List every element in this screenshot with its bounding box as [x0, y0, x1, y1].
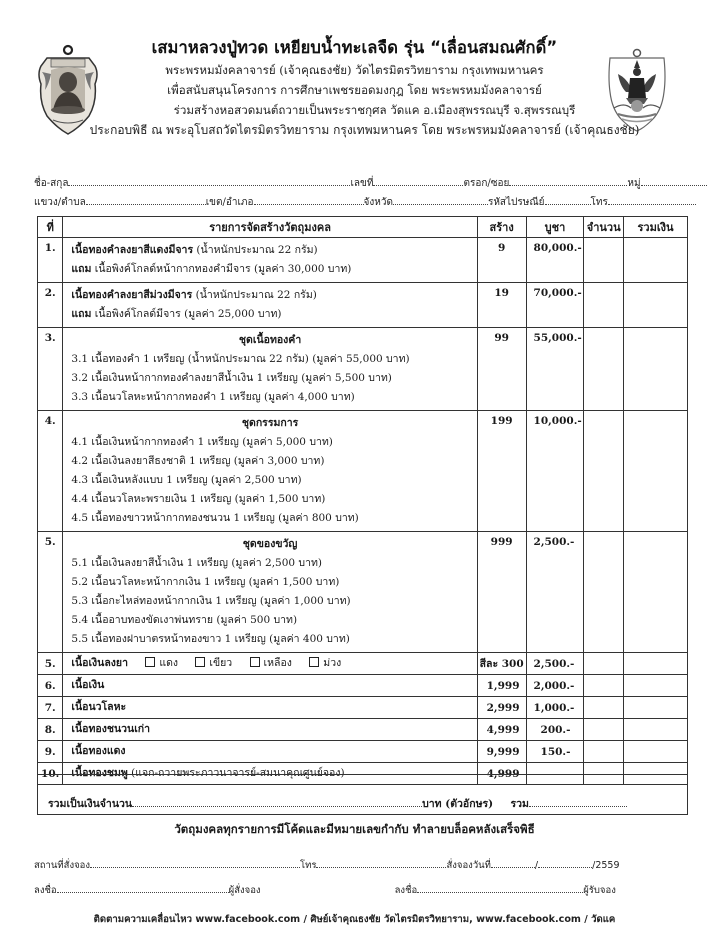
district-label: เขต/อำเภอ [205, 197, 254, 208]
name-label: ชื่อ-สกุล [34, 178, 69, 189]
item-note: (แจก-ถวายพระภาวนาจารย์-สมนาคุณศูนย์จอง) [127, 766, 345, 779]
option-yellow-label: เหลือง [263, 656, 292, 669]
option-purple-label: ม่วง [323, 656, 342, 669]
header-line-4: ร่วมสร้างหอสวดมนต์ถวายเป็นพระราชกุศล วัดแค อ.เมืองสุพรรณบุรี จ.สุพรรณบุรี [173, 103, 576, 117]
postcode-label: รหัสไปรษณีย์ [487, 197, 545, 208]
made-count: 999 [477, 532, 526, 653]
orderer-signature-field[interactable] [57, 884, 229, 893]
made-count: 199 [477, 411, 526, 532]
item-weight: (น้ำหนักประมาณ 22 กรัม) [192, 289, 317, 301]
qty-cell[interactable] [584, 741, 624, 763]
option-green-label: เขียว [209, 656, 233, 669]
row-no: 8. [38, 719, 63, 741]
house-no-label: เลขที่ [350, 178, 374, 189]
total-cell[interactable] [624, 328, 688, 411]
order-day-field[interactable] [491, 859, 535, 868]
checkbox-yellow[interactable] [250, 657, 260, 667]
qty-cell[interactable] [584, 328, 624, 411]
option-red-label: แดง [159, 656, 179, 669]
set-item: 3.3 เนื้อนวโลหะหน้ากากทองคำ 1 เหรียญ (มูลค่า 4,000 บาท) [71, 391, 355, 403]
receiver-label: ผู้รับจอง [583, 885, 616, 896]
made-count: 1,999 [477, 675, 526, 697]
header-line-5: ประกอบพิธี ณ พระอุโบสถวัดไตรมิตรวิทยาราม กรุงเทพมหานคร โดย พระพรหมมังคลาจารย์ (เจ้าคุณธงชัย) [89, 123, 640, 137]
checkbox-green[interactable] [195, 657, 205, 667]
summary-box [37, 774, 688, 815]
set-item: 4.3 เนื้อเงินหลังแบบ 1 เหรียญ (มูลค่า 2,500 บาท) [71, 474, 302, 486]
set-item: 3.1 เนื้อทองคำ 1 เหรียญ (น้ำหนักประมาณ 22 กรัม) (มูลค่า 55,000 บาท) [71, 353, 410, 365]
total-cell[interactable] [624, 238, 688, 283]
set-item: 5.2 เนื้อนวโลหะหน้ากากเงิน 1 เหรียญ (มูลค่า 1,500 บาท) [71, 576, 340, 588]
total-cell[interactable] [624, 283, 688, 328]
row-description [63, 411, 477, 532]
table-row [38, 532, 688, 653]
customer-fields-row-1 [34, 176, 694, 191]
qty-cell[interactable] [584, 653, 624, 675]
row-no: 1. [38, 238, 63, 283]
document-header [0, 36, 709, 140]
phone-label: โทร [300, 860, 317, 871]
made-count: 4,999 [477, 763, 526, 785]
house-no-field[interactable] [373, 176, 463, 186]
alley-label: ตรอก/ซอย [463, 178, 510, 189]
header-line-2: พระพรหมมังคลาจารย์ (เจ้าคุณธงชัย) วัดไตรมิตรวิทยาราม กรุงเทพมหานคร [165, 63, 544, 77]
row-description [63, 653, 477, 675]
total-text-label: รวมเป็นเงินจำนวน [48, 798, 133, 810]
set-item: 5.4 เนื้ออาบทองขัดเงาพ่นทราย (มูลค่า 500 บาท) [71, 614, 298, 626]
village-label: หมู่ [627, 178, 641, 189]
order-fields-row-1 [34, 858, 684, 873]
row-no: 10. [38, 763, 63, 785]
table-header-row [38, 217, 688, 238]
set-item: 3.2 เนื้อเงินหน้ากากทองคำลงยาสีน้ำเงิน 1 เหรียญ (มูลค่า 5,500 บาท) [71, 372, 392, 384]
made-count: 99 [477, 328, 526, 411]
item-title: เนื้อนวโลหะ [63, 697, 477, 719]
col-header-no: ที่ [38, 217, 63, 238]
made-count: สีละ 300 [477, 653, 526, 675]
district-field[interactable] [254, 195, 364, 205]
item-code-note: วัตถุมงคลทุกรายการมีโค้ดและมีหมายเลขกำกับ ทำลายบล็อคหลังเสร็จพิธี [174, 822, 535, 836]
set-item: 5.1 เนื้อเงินลงยาสีน้ำเงิน 1 เหรียญ (มูลค่า 2,500 บาท) [71, 557, 323, 569]
order-month-field[interactable] [538, 859, 592, 868]
price: 150.- [526, 741, 584, 763]
receiver-signature-field[interactable] [417, 884, 583, 893]
qty-cell[interactable] [584, 411, 624, 532]
col-header-qty: จำนวน [584, 217, 624, 238]
price: 10,000.- [526, 411, 584, 532]
made-count: 9 [477, 238, 526, 283]
row-description [63, 532, 477, 653]
total-cell[interactable] [624, 675, 688, 697]
made-count: 19 [477, 283, 526, 328]
province-label: จังหวัด [363, 197, 393, 208]
item-title: เนื้อทองชนวนเก่า [63, 719, 477, 741]
item-title: เนื้อทองคำลงยาสีม่วงมีจาร [71, 289, 193, 301]
price: 1,000.- [526, 697, 584, 719]
place-field[interactable] [90, 859, 300, 868]
col-header-price: บูชา [526, 217, 584, 238]
set-title: ชุดของขวัญ [242, 538, 298, 550]
made-count: 4,999 [477, 719, 526, 741]
table-row [38, 238, 688, 283]
row-no: 7. [38, 697, 63, 719]
set-item: 4.4 เนื้อนวโลหะพรายเงิน 1 เหรียญ (มูลค่า 1,500 บาท) [71, 493, 326, 505]
province-field[interactable] [393, 195, 488, 205]
item-title: เนื้อทองแดง [63, 741, 477, 763]
row-description [63, 238, 477, 283]
sign1-label: ลงชื่อ [34, 885, 57, 896]
table-row [38, 741, 688, 763]
qty-cell[interactable] [584, 532, 624, 653]
total-cell[interactable] [624, 741, 688, 763]
checkbox-purple[interactable] [309, 657, 319, 667]
table-row [38, 328, 688, 411]
made-count: 2,999 [477, 697, 526, 719]
bonus-description: เนื้อพิงค์โกลด์มีจาร (มูลค่า 25,000 บาท) [91, 308, 282, 320]
qty-cell[interactable] [584, 697, 624, 719]
made-count: 9,999 [477, 741, 526, 763]
row-no: 5. [38, 532, 63, 653]
orderer-label: ผู้สั่งจอง [228, 885, 261, 896]
row-no: 3. [38, 328, 63, 411]
place-label: สถานที่สั่งจอง [34, 860, 90, 871]
bonus-description: เนื้อพิงค์โกลด์หน้ากากทองคำมีจาร (มูลค่า 30,000 บาท) [91, 263, 352, 275]
qty-cell[interactable] [584, 719, 624, 741]
set-item: 4.1 เนื้อเงินหน้ากากทองคำ 1 เหรียญ (มูลค่า 5,000 บาท) [71, 436, 333, 448]
subdistrict-label: แขวง/ตำบล [34, 197, 86, 208]
order-year: /2559 [592, 860, 620, 871]
col-header-item: รายการจัดสร้างวัตถุมงคล [63, 217, 477, 238]
total-field[interactable] [529, 797, 627, 807]
qty-cell[interactable] [584, 675, 624, 697]
total-cell[interactable] [624, 532, 688, 653]
order-fields-row-2 [34, 883, 684, 898]
order-phone-field[interactable] [316, 859, 446, 868]
set-title: ชุดกรรมการ [241, 417, 299, 429]
postcode-field[interactable] [545, 195, 591, 205]
summary-row [48, 795, 627, 812]
total-text-field[interactable] [132, 797, 422, 807]
order-date-label: สั่งจองวันที่ [446, 860, 491, 871]
set-item: 5.5 เนื้อทองฝาบาตรหน้าทองขาว 1 เหรียญ (มูลค่า 400 บาท) [71, 633, 350, 645]
item-weight: (น้ำหนักประมาณ 22 กรัม) [193, 244, 318, 256]
table-row [38, 675, 688, 697]
col-header-made: สร้าง [477, 217, 526, 238]
checkbox-red[interactable] [145, 657, 155, 667]
bonus-label: แถม [71, 308, 92, 320]
row-description [63, 283, 477, 328]
name-field[interactable] [68, 176, 350, 186]
price: 2,500.- [526, 653, 584, 675]
qty-cell[interactable] [584, 283, 624, 328]
bonus-label: แถม [71, 263, 92, 275]
alley-field[interactable] [509, 176, 627, 186]
set-item: 4.5 เนื้อทองขาวหน้ากากทองชนวน 1 เหรียญ (มูลค่า 800 บาท) [71, 512, 359, 524]
total-cell[interactable] [624, 697, 688, 719]
item-title: เนื้อทองคำลงยาสีแดงมีจาร [71, 244, 194, 256]
row-no: 4. [38, 411, 63, 532]
row-no: 2. [38, 283, 63, 328]
table-row [38, 653, 688, 675]
qty-cell[interactable] [584, 238, 624, 283]
item-title: เนื้อทองชมพู [71, 766, 128, 779]
phone-label: โทร [590, 197, 608, 208]
table-row [38, 411, 688, 532]
row-no: 9. [38, 741, 63, 763]
price: 55,000.- [526, 328, 584, 411]
table-row [38, 719, 688, 741]
phone-field[interactable] [608, 195, 696, 205]
total-cell[interactable] [624, 653, 688, 675]
date-separator: / [534, 860, 539, 871]
item-title: เนื้อเงินลงยา [71, 656, 128, 669]
row-no: 5. [38, 653, 63, 675]
item-title: เนื้อเงิน [63, 675, 477, 697]
price: 2,000.- [526, 675, 584, 697]
row-description [63, 328, 477, 411]
customer-fields-row-2 [34, 195, 694, 210]
row-no: 6. [38, 675, 63, 697]
total-cell[interactable] [624, 411, 688, 532]
set-item: 5.3 เนื้อกะไหล่ทองหน้ากากเงิน 1 เหรียญ (มูลค่า 1,000 บาท) [71, 595, 351, 607]
follow-us-text: ติดตามความเคลื่อนไหว www.facebook.com / ศิษย์เจ้าคุณธงชัย วัดไตรมิตรวิทยาราม, www.facebook.com / วัดแค [93, 914, 616, 925]
price: 80,000.- [526, 238, 584, 283]
total-cell[interactable] [624, 719, 688, 741]
price: 70,000.- [526, 283, 584, 328]
baht-words-label: บาท (ตัวอักษร) [422, 798, 494, 810]
price: 200.- [526, 719, 584, 741]
total-label: รวม [510, 798, 529, 810]
set-item: 4.2 เนื้อเงินลงยาสีธงชาติ 1 เหรียญ (มูลค่า 3,000 บาท) [71, 455, 325, 467]
village-field[interactable] [641, 176, 707, 186]
document-title: เสมาหลวงปู่ทวด เหยียบน้ำทะเลจืด รุ่น “เลื่อนสมณศักดิ์” [151, 38, 558, 57]
price: 2,500.- [526, 532, 584, 653]
col-header-total: รวมเงิน [624, 217, 688, 238]
table-row [38, 283, 688, 328]
subdistrict-field[interactable] [86, 195, 206, 205]
table-row [38, 697, 688, 719]
header-line-3: เพื่อสนับสนุนโครงการ การศึกษาเพชรยอดมงกุฎ โดย พระพรหมมังคลาจารย์ [167, 83, 542, 97]
sign2-label: ลงชื่อ [394, 885, 418, 896]
order-items-table [37, 216, 688, 785]
set-title: ชุดเนื้อทองคำ [238, 334, 302, 346]
